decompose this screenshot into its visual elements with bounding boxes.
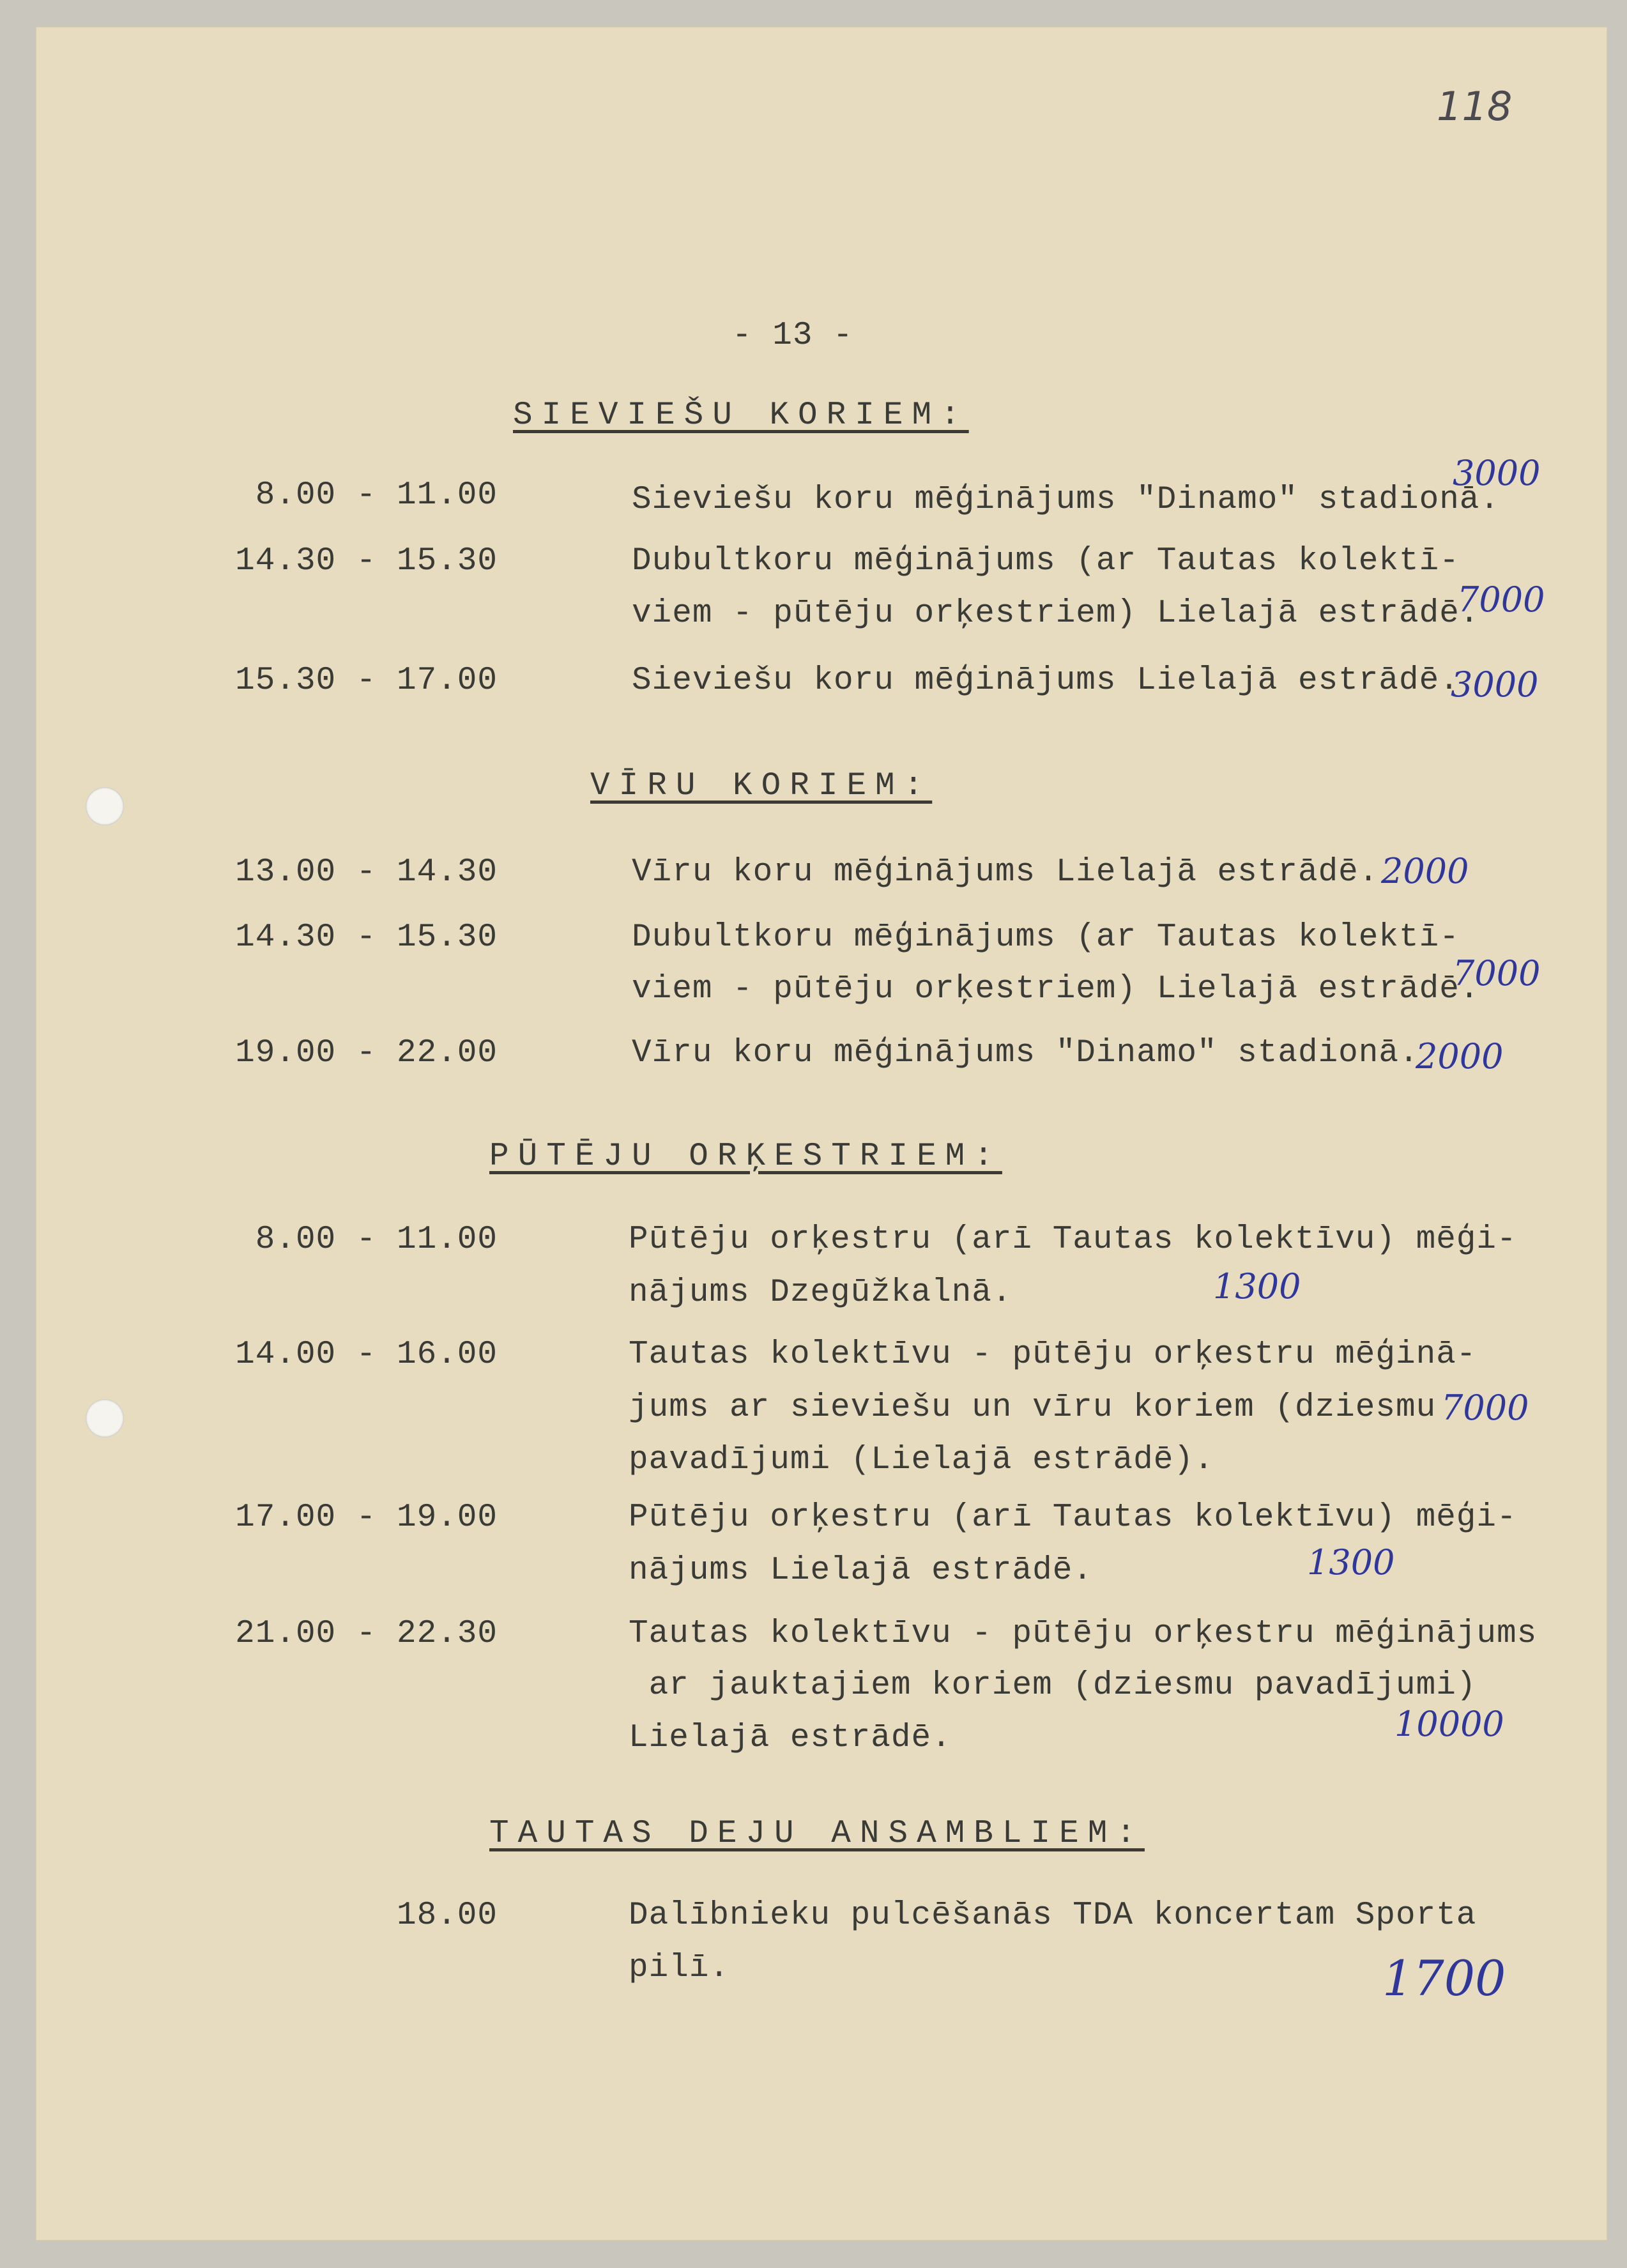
entry-text: Dubultkoru mēģinājums (ar Tautas kolektī-	[632, 919, 1460, 956]
handwritten-note: 7000	[1457, 579, 1545, 620]
entry-text: pilī.	[629, 1950, 730, 1986]
entry-text: Vīru koru mēģinājums Lielajā estrādē.	[632, 854, 1379, 891]
handwritten-note: 1300	[1213, 1266, 1301, 1306]
entry-time: 21.00 - 22.30	[235, 1616, 498, 1652]
handwritten-note: 1700	[1382, 1950, 1506, 2007]
entry-text: Vīru koru mēģinājums "Dinamo" stadionā.	[632, 1035, 1419, 1071]
entry-time: 18.00	[396, 1897, 498, 1934]
entry-text: Tautas kolektīvu - pūtēju orķestru mēģinā-	[629, 1337, 1477, 1373]
handwritten-note: 3000	[1451, 664, 1539, 705]
handwritten-note: 1300	[1307, 1542, 1395, 1582]
entry-time: 14.30 - 15.30	[235, 543, 498, 579]
entry-text: viem - pūtēju orķestriem) Lielajā estrādē.	[632, 971, 1480, 1008]
punch-hole	[86, 1399, 124, 1437]
entry-text: Sieviešu koru mēģinājums Lielajā estrādē.	[632, 663, 1460, 699]
entry-time: 8.00 - 11.00	[255, 1222, 498, 1258]
entry-text: viem - pūtēju orķestriem) Lielajā estrādē.	[632, 595, 1480, 632]
handwritten-note: 10000	[1394, 1704, 1504, 1744]
section-heading: TAUTAS DEJU ANSAMBLIEM:	[489, 1816, 1145, 1852]
handwritten-note: 2000	[1381, 851, 1469, 891]
section-heading: SIEVIEŠU KORIEM:	[513, 397, 969, 434]
entry-text: pavadījumi (Lielajā estrādē).	[629, 1442, 1214, 1478]
handwritten-note: 2000	[1416, 1036, 1504, 1077]
entry-text: Pūtēju orķestru (arī Tautas kolektīvu) mēģi-	[629, 1222, 1517, 1258]
entry-time: 17.00 - 19.00	[235, 1499, 498, 1536]
entry-text: Pūtēju orķestru (arī Tautas kolektīvu) mēģi-	[629, 1499, 1517, 1536]
archive-page-number: 118	[1437, 83, 1513, 130]
entry-time: 19.00 - 22.00	[235, 1035, 498, 1071]
entry-time: 15.30 - 17.00	[235, 663, 498, 699]
document-page	[36, 27, 1607, 2241]
entry-text: Tautas kolektīvu - pūtēju orķestru mēģinājums	[629, 1616, 1538, 1652]
section-heading: VĪRU KORIEM:	[590, 768, 933, 804]
entry-time: 14.30 - 15.30	[235, 919, 498, 956]
handwritten-note: 7000	[1441, 1388, 1529, 1428]
page-number: - 13 -	[732, 318, 853, 354]
entry-text: Dubultkoru mēģinājums (ar Tautas kolektī-	[632, 543, 1460, 579]
entry-text: Dalībnieku pulcēšanās TDA koncertam Sporta	[629, 1897, 1477, 1934]
entry-time: 8.00 - 11.00	[255, 477, 498, 514]
entry-text: jums ar sieviešu un vīru koriem (dziesmu	[629, 1390, 1437, 1426]
entry-text: ar jauktajiem koriem (dziesmu pavadījumi)	[629, 1667, 1477, 1704]
entry-time: 14.00 - 16.00	[235, 1337, 498, 1373]
entry-text: Sieviešu koru mēģinājums "Dinamo" stadionā.	[632, 482, 1501, 518]
punch-hole	[86, 787, 124, 825]
entry-time: 13.00 - 14.30	[235, 854, 498, 891]
handwritten-note: 7000	[1453, 953, 1541, 993]
entry-text: nājums Dzegūžkalnā.	[629, 1275, 1012, 1311]
entry-text: nājums Lielajā estrādē.	[629, 1552, 1093, 1589]
section-heading: PŪTĒJU ORĶESTRIEM:	[489, 1138, 1002, 1175]
handwritten-note: 3000	[1453, 453, 1541, 493]
entry-text: Lielajā estrādē.	[629, 1720, 952, 1756]
